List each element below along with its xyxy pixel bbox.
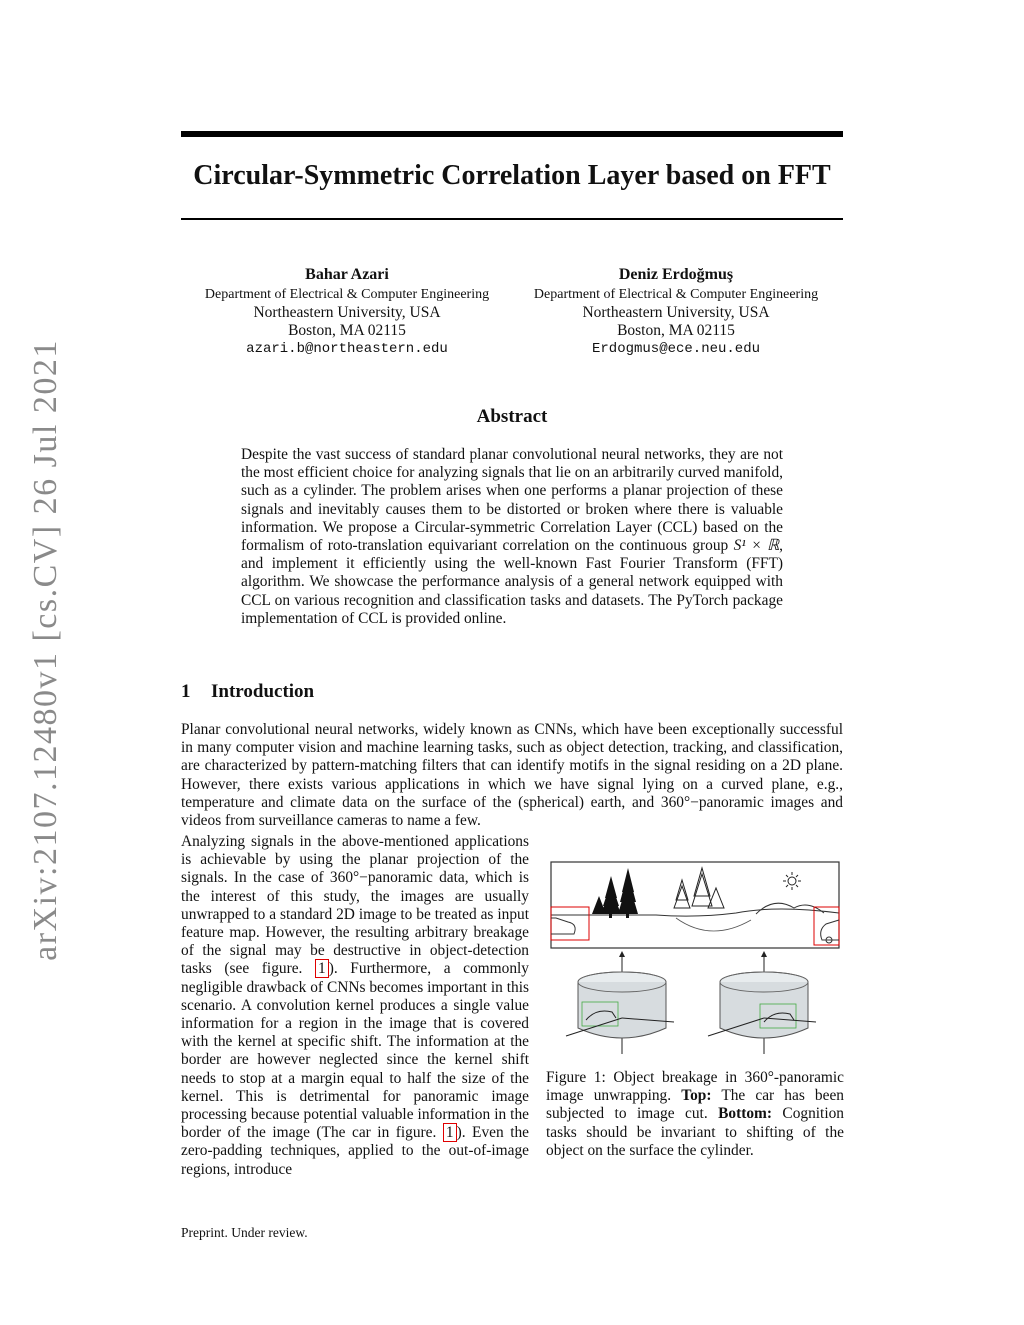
author-name: Bahar Azari [305, 266, 389, 283]
author-location: Boston, MA 02115 [288, 322, 406, 339]
author-block-1 [177, 266, 517, 358]
panorama-frame [551, 862, 839, 948]
figure-1-caption [546, 1069, 844, 1160]
author-department: Department of Electrical & Computer Engineering [533, 287, 819, 302]
figure-1-illustration [546, 858, 844, 1058]
intro-col-part1: Analyzing signals in the above-mentioned applications is achievable by using the planar projection of the signals. In the case of 360°−panoramic data, which is the interest of this study, the images are usually unwrapped to a standard 2D image to be treated as input feature map. However, the resulting arbitrary breakage of the signal may be destructive in object-detection tasks (see figure. [181, 833, 529, 978]
figure-reference-link[interactable]: 1 [443, 1123, 457, 1142]
figure-1 [546, 858, 844, 1058]
author-university: Northeastern University, USA [582, 304, 770, 321]
section-title: Introduction [211, 681, 315, 702]
abstract-text [241, 446, 783, 628]
math-group-symbol: S¹ × ℝ [733, 537, 780, 555]
page-footer: Preprint. Under review. [181, 1225, 308, 1240]
caption-bottom-text: Cognition tasks should be invariant to shifting of the object on the surface the cylinder. [546, 1105, 844, 1159]
cylinder-right-icon [708, 951, 816, 1054]
section-number: 1 [181, 681, 191, 702]
title-top-rule [181, 131, 843, 137]
figure-reference-link[interactable]: 1 [315, 959, 329, 978]
author-email: azari.b@northeastern.edu [246, 341, 448, 357]
author-block-2 [506, 266, 846, 358]
paper-title: Circular-Symmetric Correlation Layer based on FFT [193, 160, 831, 191]
arxiv-identifier: arXiv:2107.12480v1 [cs.CV] 26 Jul 2021 [27, 339, 64, 961]
intro-column-text [181, 833, 529, 1179]
abstract-heading: Abstract [476, 406, 548, 427]
author-department: Department of Electrical & Computer Engineering [204, 287, 490, 302]
caption-top-text: The car has been subjected to image cut. [546, 1087, 844, 1123]
caption-bottom-label: Bottom: [718, 1105, 772, 1123]
caption-top-label: Top: [681, 1087, 712, 1105]
author-name: Deniz Erdoğmuş [618, 266, 734, 283]
section-heading [181, 681, 314, 703]
intro-col-part3: ). Even the zero-padding techniques, applied to the out-of-image regions, introduce [181, 1124, 529, 1178]
caption-prefix: Figure 1: Object breakage in 360°-panoramic image unwrapping. [546, 1069, 844, 1105]
abstract-text-part2: , and implement it efficiently using the well-known Fast Fourier Transform (FFT) algorithm. We showcase the performance analysis of a general network equipped with CCL on various recognition and classification tasks and datasets. The PyTorch package implementation of CCL is provided online. [241, 537, 783, 627]
intro-paragraph: Planar convolutional neural networks, widely known as CNNs, which have been exceptionally successful in many computer vision and machine learning tasks, such as object detection, tracking, and classification, are characterized by pattern-matching filters that can identify motifs in the signal residing on a 2D plane. However, there exists various applications in which we have signal lying on a curved plane, e.g., temperature and climate data on the surface of the (spherical) earth, and 360°−panoramic images and videos from surveillance cameras to name a few. [181, 721, 843, 830]
author-university: Northeastern University, USA [253, 304, 441, 321]
title-bottom-rule [181, 218, 843, 220]
intro-col-part2: ). Furthermore, a commonly negligible drawback of CNNs becomes important in this scenario. A convolution kernel produces a single value information for a region in the image that is covered with the kernel at specific shift. The information at the border are however neglected since the kernel shift needs to stop at a margin equal to half the size of the kernel. This is detrimental for panoramic image processing because potential valuable information in the border of the image (The car in figure. [181, 960, 529, 1142]
author-location: Boston, MA 02115 [617, 322, 735, 339]
cylinder-left-icon [566, 951, 674, 1054]
abstract-text-part1: Despite the vast success of standard planar convolutional neural networks, they are not the most efficient choice for analyzing signals that lie on an arbitrarily curved manifold, such as a cylinder. The problem arises when one performs a planar projection of these signals and inevitably causes them to be distorted or broken where there is valuable information. We propose a Circular-symmetric Correlation Layer (CCL) based on the formalism of roto-translation equivariant correlation on the continuous group [241, 446, 783, 555]
author-email: Erdogmus@ece.neu.edu [591, 341, 761, 357]
